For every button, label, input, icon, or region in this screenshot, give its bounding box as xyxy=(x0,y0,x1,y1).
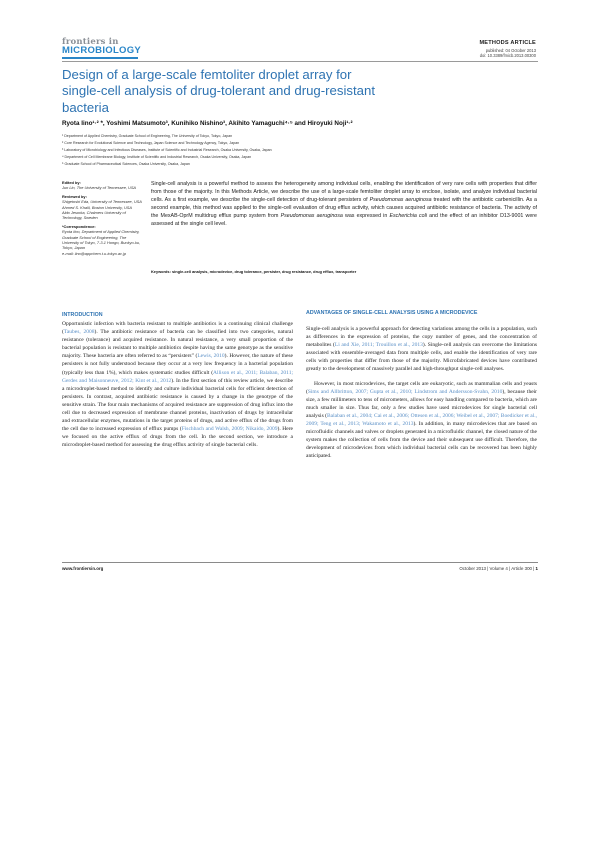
correspondence-email[interactable]: e-mail: iino@appchem.t.u-tokyo.ac.jp xyxy=(62,250,127,256)
advantages-paragraph-1 xyxy=(306,325,537,374)
intro-text-5: ). Here we focused on the active efflux of drugs from the cell. In the second section, we introduce a microdroplet-based method for assessing the drug efflux activity of single bacterial cells. xyxy=(62,426,293,449)
author-list: Ryota Iino¹·² *, Yoshimi Matsumoto³, Kunihiko Nishino³, Akihito Yamaguchi⁴·⁵ and Hiroyuki Noji¹·² xyxy=(62,120,353,127)
citation-link[interactable]: Fischbach and Walsh, 2009; Nikaido, 2009 xyxy=(181,426,278,433)
affiliations xyxy=(62,133,538,168)
keywords xyxy=(151,269,537,274)
abstract-species-3: Escherichia coli xyxy=(389,213,427,220)
affiliation-4: ⁴ Department of Cell Membrane Biology, Institute of Scientific and Industrial Research, Osaka University, Osaka, Japan xyxy=(62,154,252,159)
abstract-text-2: treated with the antibiotic carbenicillin. As a second example, this method was applied to the single-cell evaluation of drug efflux activity, which causes acquired antibiotic resistance of bacteria. The activity of the MexAB-OprM multidrug efflux pump system from xyxy=(151,197,538,220)
journal-logo-line1: frontiers in xyxy=(62,37,119,47)
adv-text-1: Single-cell analysis is a powerful approach for detecting variations among the cells in a population, such as differences in the expression of proteins, the copy number of genes, and the concentration of metabolites ( xyxy=(306,326,537,349)
correspondence-body: Ryota Iino, Department of Applied Chemistry, Graduate School of Engineering, The University of Tokyo, 7-3-1 Hongo, Bunkyo-ku, Tokyo, Japan xyxy=(62,229,141,251)
adv-text-3: However, in most microdevices, the target cells are eukaryotic, such as mammalian cells and yeasts ( xyxy=(306,380,537,395)
intro-text-2: ). The antibiotic resistance of bacteria can be classified into two categories, natural resistance (tolerance) and acquired resistance. In natural resistance, a very small proportion of the bacterial population is resistant to multiple antibiotics despite having the same genotype as the sensitive majority. These bacteria are often referred to as “persisters” ( xyxy=(62,329,294,360)
reviewed-by-heading: Reviewed by: xyxy=(62,193,87,199)
adv-text-4: ), because their size, a few millimeters to tens of micrometers, allows for easy handling compared to bacteria, which are much smaller in size. Thus far, only a few studies have used microdevices for single bacterial cell analysis ( xyxy=(306,388,537,419)
reviewer-2: Ahmed S. Khalil, Boston University, USA xyxy=(62,204,132,210)
citation-link[interactable]: Sims and Allbritton, 2007; Gupta et al., 2010; Lindstrom and Andersson-Svahn, 2010 xyxy=(307,388,503,395)
edited-by-heading: Edited by: xyxy=(62,180,81,185)
citation-link[interactable]: Li and Xie, 2011; Trouillon et al., 2013 xyxy=(334,342,423,349)
advantages-body xyxy=(306,325,537,461)
journal-url[interactable]: www.frontiersin.org xyxy=(62,566,104,571)
adv-text-5: ). In addition, in many microdevices that are based on microfluidic channels and valves or droplets generated in a microfluidic channel, the closed nature of the system makes the collection of cells from the device and their subsequent use difficult. Therefore, the development of microdevices from which individual bacterial cells can be recovered has been highly anticipated. xyxy=(306,421,537,460)
affiliation-2: ² Core Research for Evolutional Science and Technology, Japan Science and Technology Agency, Tokyo, Japan xyxy=(62,140,240,145)
abstract-species-1: Pseudomonas aeruginosa xyxy=(369,197,432,204)
abstract-text-1: Single-cell analysis is a powerful method to assess the heterogeneity among individual cells, enabling the identification of very rare cells with properties that differ from those of the majority. In this Methods Article, we describe the use of a large-scale femtoliter droplet array to enclose, isolate, and analyze individual bacterial cells. As a first example, we describe the single-cell detection of drug-tolerant persisters of xyxy=(151,181,537,204)
header-divider xyxy=(62,61,538,62)
reviewer-3: Aldo Jesorka, Chalmers University of Technology, Sweden xyxy=(62,210,126,221)
introduction-heading: INTRODUCTION xyxy=(62,312,103,318)
citation-link[interactable]: Allison et al., 2011; Balaban, 2011; Gerdes and Maisonneuve, 2012; Kint et al., 2012 xyxy=(62,369,293,384)
affiliation-1: ¹ Department of Applied Chemistry, Graduate School of Engineering, The University of Tokyo, Tokyo, Japan xyxy=(62,134,233,138)
article-type-label: METHODS ARTICLE xyxy=(479,40,536,46)
edited-by-body: Jun Lin, The University of Tennessee, USA xyxy=(62,185,137,191)
published-date: published: 04 October 2013 xyxy=(485,48,536,53)
citation-link[interactable]: Balaban et al., 2004; Cai et al., 2006; Ottesen et al., 2006; Weibel et al., 2007; Boedicker et al., 2009; Teng et al., 2013; Wakamoto et al., 2013 xyxy=(306,412,537,428)
citation-link[interactable]: Taubes, 2008 xyxy=(63,329,95,336)
intro-text-3: ). However, the nature of these persisters is not fully understood because they occur at a very low frequency in a bacterial population (typically less than 1%), which makes systematic studies difficult ( xyxy=(62,353,293,376)
abstract-text-3: was expressed in xyxy=(342,213,390,220)
correspondence-heading: *Correspondence: xyxy=(62,223,96,229)
volume-article-info: October 2013 | Volume 4 | Article 300 | xyxy=(459,566,535,571)
keywords-list: single-cell analysis, microdevice, drug tolerance, persister, drug resistance, drug efflux, transporter xyxy=(171,269,357,274)
advantages-heading: ADVANTAGES OF SINGLE-CELL ANALYSIS USING A MICRODEVICE xyxy=(306,310,478,316)
logo-underline xyxy=(62,57,138,59)
keywords-label: Keywords: xyxy=(151,269,171,274)
intro-text-1: Opportunistic infection with bacteria resistant to multiple antibiotics is a continuing clinical challenge ( xyxy=(62,321,293,336)
journal-logo-line2: MICROBIOLOGY xyxy=(62,45,142,56)
citation-link[interactable]: Lewis, 2010 xyxy=(197,353,225,360)
page-number: 1 xyxy=(535,566,538,571)
abstract-species-2: Pseudomonas aeruginosa xyxy=(280,213,343,220)
reviewer-1: Shigetoshi Eda, University of Tennessee, USA xyxy=(62,199,142,205)
issue-info xyxy=(330,566,538,571)
doi-link[interactable]: doi: 10.3389/fmicb.2013.00300 xyxy=(479,53,536,58)
abstract-text-4: and the effect of an inhibitor D13-9001 were assessed at the single cell level. xyxy=(151,213,537,228)
footer-divider xyxy=(62,562,538,563)
intro-text-4: ). In the first section of this review article, we describe a microdroplet-based method to identify and culture individual bacterial cells for efficient detection of persisters. In contrast, acquired antibiotic resistance is caused by a change in the genotype of the sensitive strain. The four main mechanisms of acquired resistance are suppression of drug influx into the cell due to decreased expression of membrane channel proteins, inactivation of drugs by intracellular and extracellular enzymes, mutations in the target proteins of drugs, and active efflux of the drugs from the cell due to increased expression of efflux pumps ( xyxy=(62,377,293,433)
paper-title: Design of a large-scale femtoliter droplet array for single-cell analysis of drug-tolerant and drug-resistant bacteria xyxy=(62,67,375,115)
adv-text-2: ). Single-cell analysis can overcome the limitations associated with ensemble-averaged data from multiple cells, and enable the identification of very rare cells with properties that differ from those of the majority. Microfabricated devices have contributed greatly to the development of massively parallel and high-throughput single-cell analyses. xyxy=(306,342,537,373)
advantages-paragraph-2 xyxy=(306,380,537,461)
affiliation-5: ⁵ Graduate School of Pharmaceutical Sciences, Osaka University, Osaka, Japan xyxy=(62,161,190,166)
editorial-sidebar xyxy=(62,180,144,259)
publication-info xyxy=(330,48,536,58)
introduction-body xyxy=(62,320,293,450)
affiliation-3: ³ Laboratory of Microbiology and Infectious Diseases, Institute of Scientific and Industrial Research, Osaka University, Osaka, Japan xyxy=(62,147,272,152)
abstract xyxy=(151,180,537,229)
